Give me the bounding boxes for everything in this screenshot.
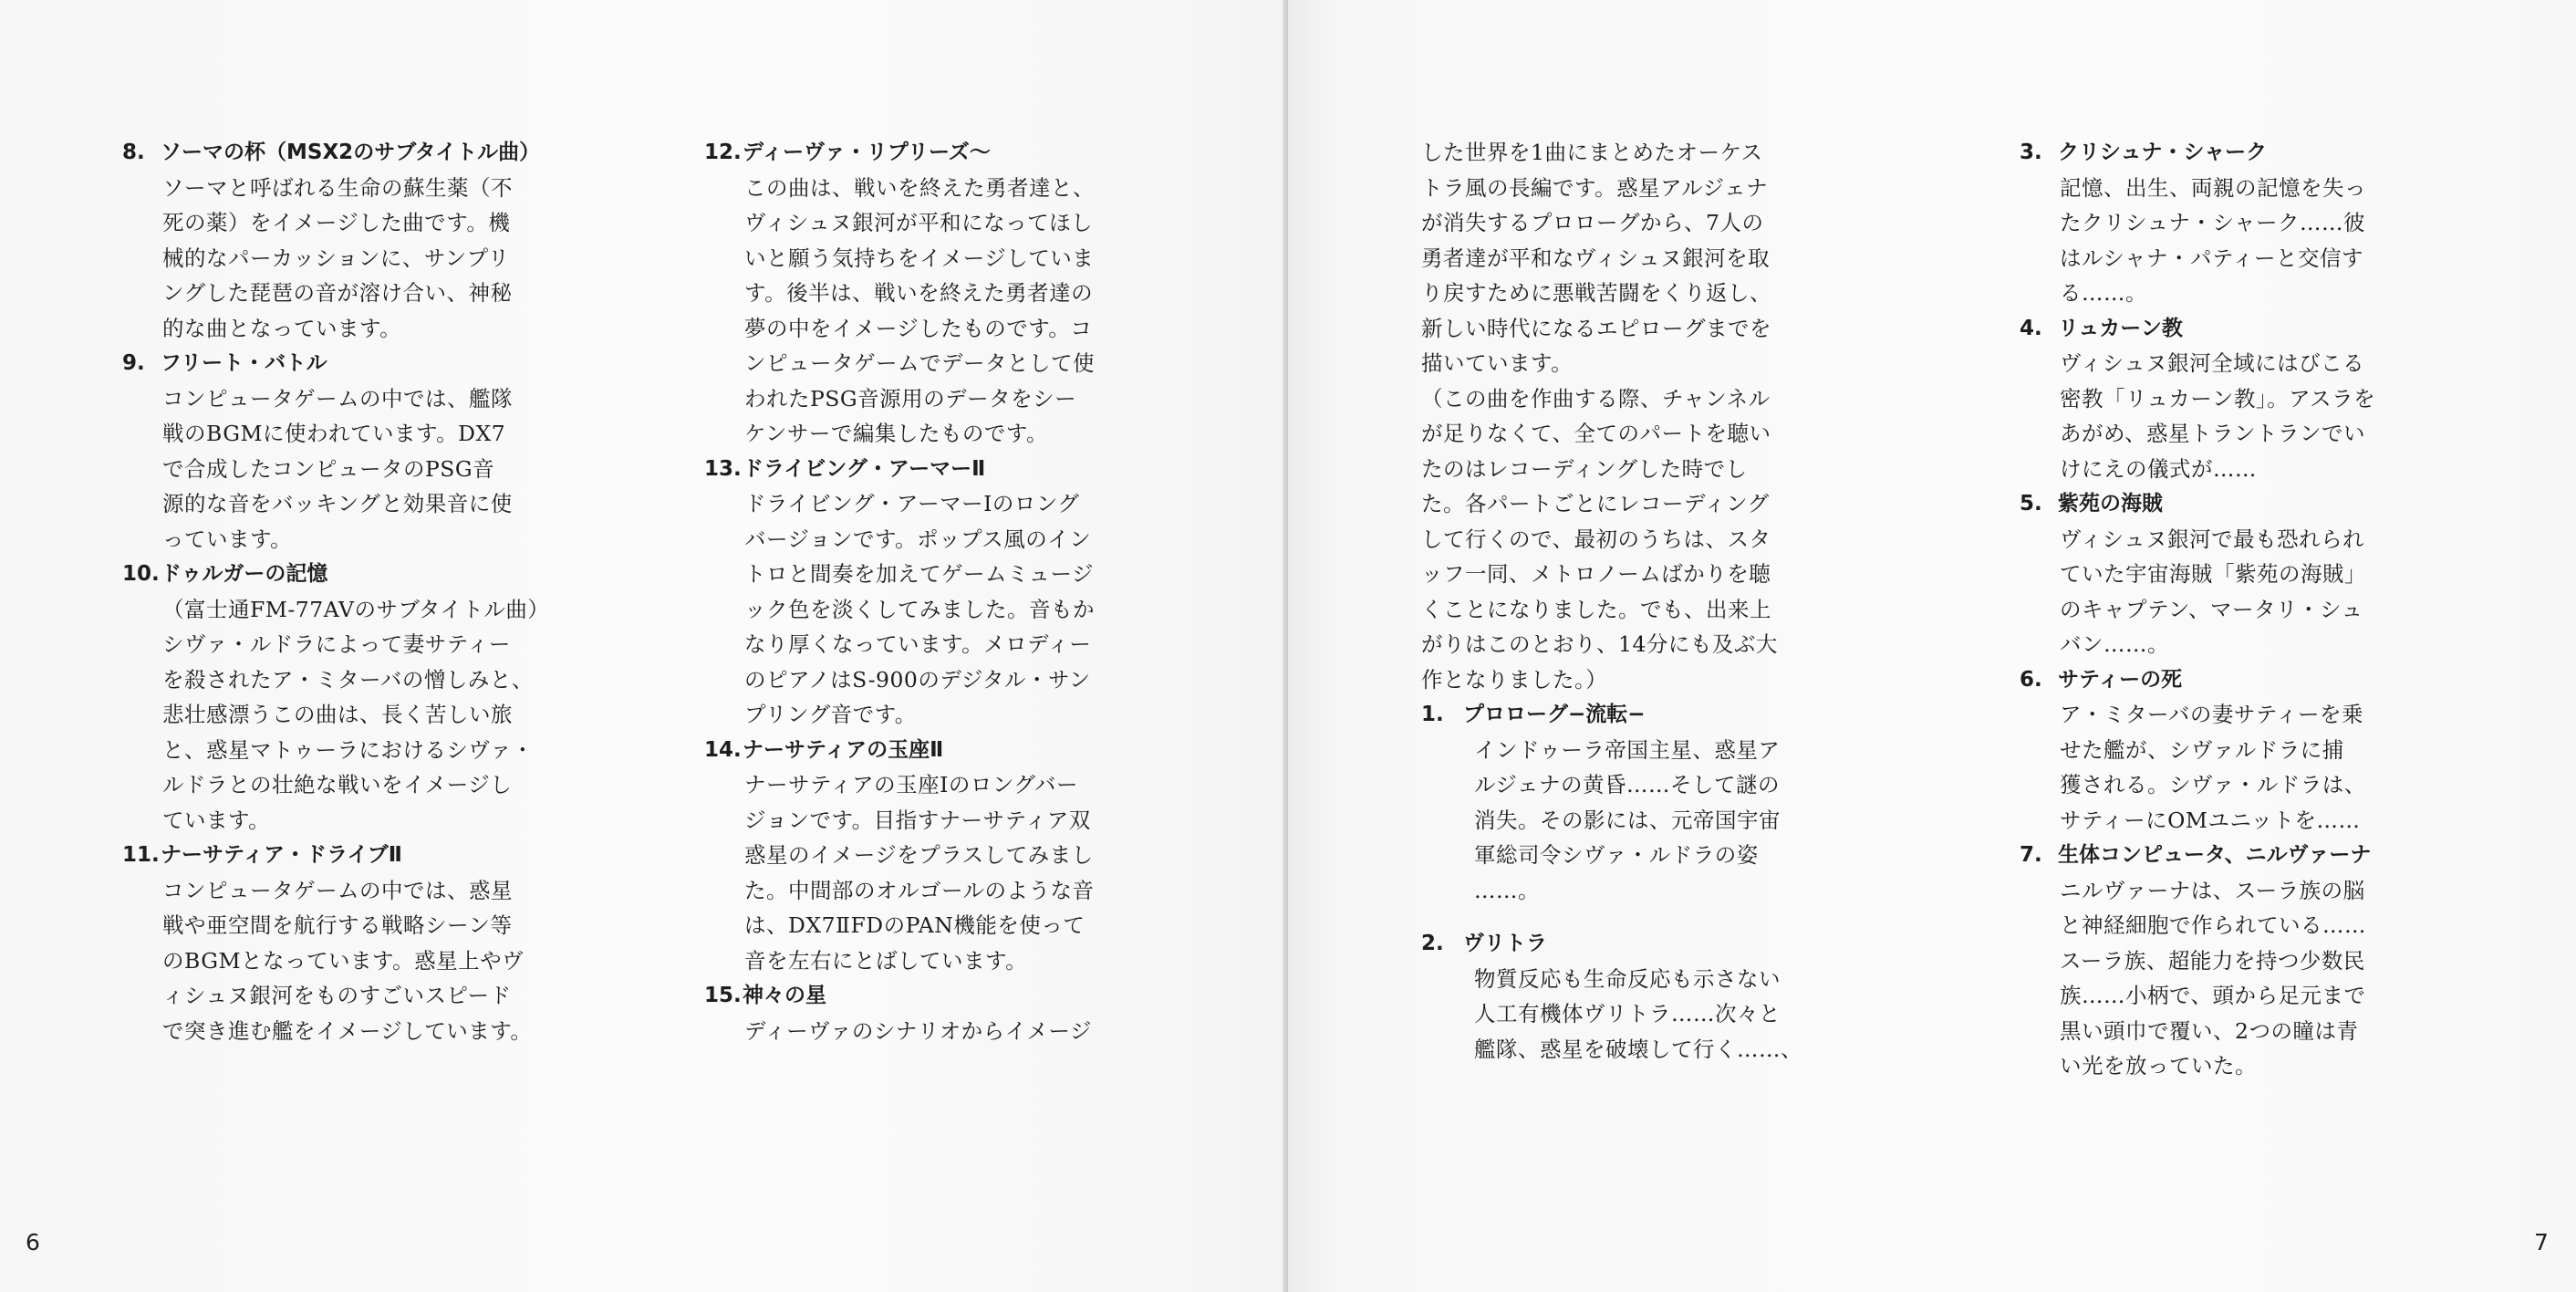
movement-heading [2020, 838, 2476, 873]
movement-title: クリシュナ・シャーク [2058, 141, 2268, 164]
track-number: 14. [704, 737, 742, 762]
track-number: 13. [704, 456, 742, 481]
movement-number: 3. [2020, 141, 2042, 164]
track-title: ディーヴァ・リプリーズ〜 [743, 141, 991, 164]
track-item-10 [122, 557, 569, 838]
movement-title: プロローグ−流転− [1463, 703, 1646, 726]
track-description: ソーマと呼ばれる生命の蘇生薬（不 死の薬）をイメージした曲です。機 械的なパーカッションに、サンプリ ングした琵琶の音が溶け合い、神秘 的な曲となっています。 [162, 174, 513, 341]
page-number-left: 6 [26, 1229, 40, 1256]
track-title: 神々の星 [743, 984, 826, 1007]
track-heading [122, 838, 569, 873]
movement-item-7 [2020, 838, 2476, 1084]
track-number: 15. [704, 984, 742, 1007]
track-heading [122, 135, 569, 171]
movement-heading [2020, 135, 2476, 171]
movement-heading [2020, 486, 2476, 522]
track-item-8 [122, 135, 569, 346]
movement-heading [1421, 926, 1877, 962]
track-heading [704, 733, 1179, 768]
movement-description: 記憶、出生、両親の記憶を失っ たクリシュナ・シャーク……彼 はルシャナ・パティーと交信す る……。 [2060, 174, 2366, 306]
page-number-right: 7 [2534, 1229, 2549, 1256]
movement-number: 5. [2020, 492, 2042, 516]
movement-number: 2. [1421, 932, 1444, 955]
track-heading [704, 452, 1179, 487]
movement-number: 7. [2020, 843, 2042, 867]
track-15-continued: した世界を1曲にまとめたオーケス トラ風の長編です。惑星アルジェナ が消失するプロローグから、7人の 勇者達が平和なヴィシュヌ銀河を取 り戻すために悪戦苦闘をくり返し、 新しい時代になるエピローグまでを 描いています。 （この曲を作曲する際、チャンネル が足りなくて、全てのパートを聴い たのはレコーディングした時でし た。各パートごとにレコーディング して行くので、最初のうちは、スタ ッフ一同、メトロノームばかりを聴 くことになりました。でも、出来上 がりはこのとおり、14分にも及ぶ大 作となりました。） [1421, 140, 1778, 693]
movement-description: 物質反応も生命反応も示さない 人工有機体ヴリトラ……次々と 艦隊、惑星を破壊して行く……、 [1474, 965, 1802, 1062]
track-number: 8. [122, 141, 145, 164]
movement-item-6 [2020, 662, 2476, 839]
track-number: 11. [122, 843, 160, 867]
right-page [1288, 0, 2576, 1292]
track-title: ナーサティアの玉座Ⅱ [743, 737, 944, 762]
track-number: 10. [122, 562, 160, 586]
track-title: ドゥルガーの記憶 [161, 562, 328, 586]
movement-number: 4. [2020, 316, 2042, 340]
movement-item-3 [2020, 135, 2476, 311]
movement-item-2 [1421, 926, 1877, 1067]
movement-item-4 [2020, 311, 2476, 487]
movement-title: 紫苑の海賊 [2058, 492, 2163, 516]
track-description: ディーヴァのシナリオからイメージ [744, 1017, 1092, 1044]
movement-description: インドゥーラ帝国主星、惑星ア ルジェナの黄昏……そして謎の 消失。その影には、元帝国宇宙 軍総司令シヴァ・ルドラの姿 ……。 [1474, 736, 1781, 903]
movement-heading [1421, 697, 1877, 733]
track-description: この曲は、戦いを終えた勇者達と、 ヴィシュヌ銀河が平和になってほし いと願う気持ちをイメージしていま す。後半は、戦いを終えた勇者達の 夢の中をイメージしたものです。コ ンピュータゲームでデータとして使 われたPSG音源用のデータをシー ケンサーで編集したものです。 [744, 174, 1095, 446]
movement-title: サティーの死 [2058, 667, 2183, 692]
movement-heading [2020, 311, 2476, 347]
track-heading [704, 978, 1179, 1014]
track-description: （富士通FM-77AVのサブタイトル曲） シヴァ・ルドラによって妻サティー を殺されたア・ミターバの憎しみと、 悲壮感漂うこの曲は、長く苦しい旅 と、惑星マトゥーラにおけるシヴァ・ ルドラとの壮絶な戦いをイメージし ています。 [162, 596, 550, 833]
track-number: 9. [122, 351, 145, 375]
movement-description: ヴィシュヌ銀河全域にはびこる 密教「リュカーン教」。アスラを あがめ、惑星トラントランでい けにえの儀式が…… [2060, 350, 2376, 482]
track-title: フリート・バトル [161, 351, 327, 375]
track-description: ドライビング・アーマーⅠのロング バージョンです。ポップス風のイン トロと間奏を加えてゲームミュージ ック色を淡くしてみました。音もか なり厚くなっています。メロディー のピアノはS-900のデジタル・サン プリング音です。 [744, 491, 1095, 727]
movement-item-5 [2020, 486, 2476, 662]
movement-item-1 [1421, 697, 1877, 908]
movement-description: ニルヴァーナは、スーラ族の脳 と神経細胞で作られている…… スーラ族、超能力を持つ少数民 族……小柄で、頭から足元まで 黒い頭巾で覆い、2つの瞳は青 い光を放っていた。 [2060, 877, 2366, 1078]
column-2 [704, 135, 1179, 1048]
movement-heading [2020, 662, 2476, 698]
track-heading [704, 135, 1179, 171]
track-heading [122, 346, 569, 381]
movement-title: ヴリトラ [1463, 932, 1547, 955]
track-item-9 [122, 346, 569, 557]
track-title: ソーマの杯（MSX2のサブタイトル曲） [161, 141, 541, 164]
column-4 [2020, 135, 2476, 1084]
movement-description: ア・ミターバの妻サティーを乗 せた艦が、シヴァルドラに捕 獲される。シヴァ・ルドラは、 サティーにOMユニットを…… [2060, 702, 2366, 833]
movement-title: リュカーン教 [2058, 316, 2183, 340]
movement-number: 1. [1421, 703, 1444, 726]
movement-description: ヴィシュヌ銀河で最も恐れられ ていた宇宙海賊「紫苑の海賊」 のキャプテン、マータリ・シュ バン……。 [2060, 526, 2366, 657]
track-item-11 [122, 838, 569, 1048]
track-description: コンピュータゲームの中では、惑星 戦や亜空間を航行する戦略シーン等 のBGMとなっています。惑星上やヴ ィシュヌ銀河をものすごいスピード で突き進む艦をイメージしています。 [162, 877, 533, 1044]
track-description: ナーサティアの玉座Ⅰのロングバー ジョンです。目指すナーサティア双 惑星のイメージをプラスしてみまし た。中間部のオルゴールのような音 は、DX7ⅡFDのPAN機能を使って 音を左右にとばしています。 [744, 772, 1095, 974]
track-item-12 [704, 135, 1179, 452]
track-number: 12. [704, 141, 742, 164]
track-item-15 [704, 978, 1179, 1048]
track-title: ナーサティア・ドライブⅡ [161, 843, 402, 867]
movement-number: 6. [2020, 667, 2042, 692]
movement-title: 生体コンピュータ、ニルヴァーナ [2058, 843, 2372, 867]
track-item-13 [704, 452, 1179, 733]
column-1 [122, 135, 569, 1048]
track-title: ドライビング・アーマーⅡ [743, 456, 986, 481]
track-heading [122, 557, 569, 592]
column-3 [1421, 135, 1877, 1067]
track-description: コンピュータゲームの中では、艦隊 戦のBGMに使われています。DX7 で合成したコンピュータのPSG音 源的な音をバッキングと効果音に使 っています。 [162, 385, 513, 552]
track-item-14 [704, 733, 1179, 979]
